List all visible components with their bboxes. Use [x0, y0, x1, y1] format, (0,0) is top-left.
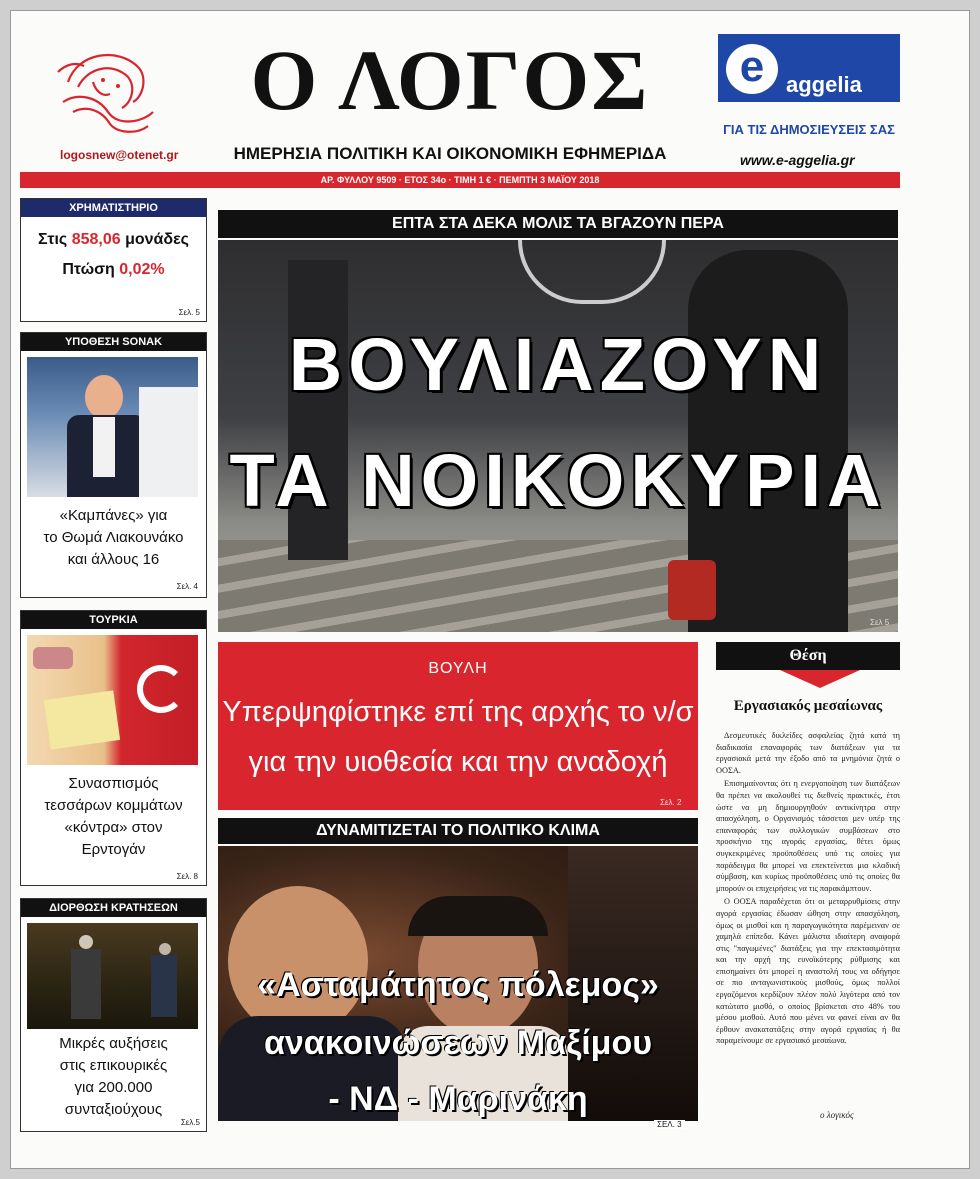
- pensions-caption-3: για 200.000: [74, 1079, 153, 1096]
- turkey-page-ref: Σελ. 8: [176, 872, 198, 881]
- eaggelia-e-icon: e: [726, 44, 778, 94]
- pensions-caption-1: Μικρές αυξήσεις: [59, 1035, 168, 1052]
- pensions-label: ΔΙΟΡΘΩΣΗ ΚΡΑΤΗΣΕΩΝ: [21, 899, 206, 917]
- email-link[interactable]: logosnew@otenet.gr: [60, 148, 179, 162]
- eaggelia-wordmark: aggelia: [786, 72, 862, 97]
- turkey-caption-3: «κόντρα» στον: [64, 819, 163, 836]
- editorial-signature: ο λογικός: [820, 1110, 854, 1120]
- stock-points-value: 858,06: [71, 231, 121, 248]
- pensions-caption-2: στις επικουρικές: [59, 1057, 168, 1074]
- sonak-photo: [27, 357, 198, 497]
- newspaper-title: Ο ΛΟΓΟΣ: [250, 32, 650, 128]
- turkey-photo: [27, 635, 198, 765]
- editorial-paragraph-1: Δεσμευτικές δικλείδες ασφαλείας ζητά κατά τη διαδικασία επαναφοράς των διατάξεων για τα εργασιακά μετά την έξοδο από τα μνημόνια ζητά ο ΟΟΣΑ.: [716, 731, 900, 775]
- stock-line-2-pre: Πτώση: [62, 261, 120, 278]
- pensions-page-ref: Σελ.5: [180, 1118, 200, 1127]
- stock-line-1-pre: Στις: [38, 231, 72, 248]
- stock-line-2: [21, 261, 206, 279]
- pensions-photo: [27, 923, 198, 1029]
- editorial-body: [716, 730, 900, 1049]
- issue-info-bar: ΑΡ. ΦΥΛΛΟΥ 9509 · ΕΤΟΣ 34ο · ΤΙΜΗ 1 € · ΠΕΜΠΤΗ 3 ΜΑΪΟΥ 2018: [20, 172, 900, 188]
- lead-headline-line-2: ΤΑ ΝΟΙΚΟΚΥΡΙΑ: [229, 439, 887, 522]
- ad-tagline: ΓΙΑ ΤΙΣ ΔΗΜΟΣΙΕΥΣΕΙΣ ΣΑΣ: [723, 122, 895, 137]
- politics-headline-1: «Ασταμάτητος πόλεμος»: [257, 966, 659, 1004]
- vouli-headline-1: Υπερψηφίστηκε επί της αρχής το ν/σ: [222, 696, 694, 728]
- ad-url-link[interactable]: www.e-aggelia.gr: [740, 152, 855, 168]
- politics-page-ref: ΣΕΛ. 3: [654, 1120, 685, 1129]
- vouli-label: ΒΟΥΛΗ: [428, 660, 488, 677]
- pensions-caption-4: συνταξιούχους: [64, 1101, 163, 1118]
- vouli-page-ref: Σελ. 2: [660, 798, 682, 807]
- lead-headline-line-1: ΒΟΥΛΙΑΖΟΥΝ: [288, 323, 828, 406]
- politics-strap: ΔΥΝΑΜΙΤΙΖΕΤΑΙ ΤΟ ΠΟΛΙΤΙΚΟ ΚΛΙΜΑ: [218, 818, 698, 844]
- vouli-headline-2: για την υιοθεσία και την αναδοχή: [248, 746, 668, 778]
- stock-market-box[interactable]: [20, 198, 207, 322]
- sonak-caption-3: και άλλους 16: [67, 551, 160, 568]
- editorial-paragraph-3: Ο ΟΟΣΑ παραδέχεται ότι οι μεταρρυθμίσεις στην αγορά εργασίας έδωσαν ώθηση στην απασχόληση, όμως οι μισθοί και η παραγωγικότητα παρέμειναν σε χαμηλά επίπεδα. Κάνει μάλιστα ιδιαίτερη αναφορά στις "παγωμένες" διατάξεις για την επεκτασιμότητα και την αρχή της ευνοϊκότερης ρύθμισης και επισημαίνει ότι μπορεί η αναστολή τους να οδήγησε σε πιο ανταγωνιστικούς μισθούς, όμως πολλοί εργαζόμενοι κερδίζουν πλέον πολύ λιγότερα από τον κατώτατο μισθό, ο οποίος βρίσκεται στο 48% του μέσου μισθού. Αυτό που μένει να φανεί είναι αν θα έρθουν ανακατατάξεις στην αγορά εργασίας ή θα παραμείνουμε σε εργασιακό μεσαίωνα.: [716, 897, 900, 1046]
- stock-line-1-post: μονάδες: [120, 231, 189, 248]
- editorial-paragraph-2: Επισημαίνοντας ότι η ενεργοποίηση των διατάξεων θα πρέπει να ακολουθεί τις διεθνείς πρακτικές, έτσι ώστε να μη δημιουργηθούν αντικίνητρα στην απασχόληση, ο Οργανισμός τάσσεται μεν υπέρ της επαναφοράς των συλλογικών συμβάσεων στο προσκήνιο της αγοράς εργασίας, θέτει όμως συγκεκριμένες προϋποθέσεις υπό τις οποίες για παράδειγμα θα μπορεί να επεκτείνεται μια κλαδική σύμβαση, και κυρίως προϋποθέσεις υπό τις οποίες θα μπορούν οι επιχειρήσεις να τις παρακάμπτουν.: [716, 779, 900, 893]
- sonak-caption-2: το Θωμά Λιακουνάκο: [43, 529, 184, 546]
- sonak-caption-1: «Καμπάνες» για: [59, 507, 168, 524]
- turkey-label: ΤΟΥΡΚΙΑ: [21, 611, 206, 629]
- stock-line-1: [21, 231, 206, 249]
- editorial-triangle-icon: [780, 670, 860, 688]
- pensions-box[interactable]: [20, 898, 207, 1132]
- stock-change-value: 0,02%: [119, 261, 165, 278]
- politics-headline-2: ανακοινώσεων Μαξίμου: [263, 1024, 653, 1062]
- stock-label: ΧΡΗΜΑΤΙΣΤΗΡΙΟ: [21, 199, 206, 217]
- logo-faces-icon: [48, 42, 168, 142]
- lead-photo[interactable]: [218, 240, 898, 632]
- stock-page-ref: Σελ. 5: [178, 308, 200, 317]
- lead-page-ref: Σελ 5: [870, 618, 890, 627]
- turkey-caption-1: Συνασπισμός: [68, 775, 159, 792]
- sonak-page-ref: Σελ. 4: [176, 582, 198, 591]
- lead-strap: ΕΠΤΑ ΣΤΑ ΔΕΚΑ ΜΟΛΙΣ ΤΑ ΒΓΑΖΟΥΝ ΠΕΡΑ: [218, 210, 898, 238]
- editorial-section-label: Θέση: [716, 642, 900, 670]
- sonak-label: ΥΠΟΘΕΣΗ SONAK: [21, 333, 206, 351]
- turkey-box[interactable]: [20, 610, 207, 886]
- politics-headline-3: - ΝΔ - Μαρινάκη: [328, 1080, 588, 1118]
- sonak-box[interactable]: [20, 332, 207, 598]
- newspaper-subtitle: ΗΜΕΡΗΣΙΑ ΠΟΛΙΤΙΚΗ ΚΑΙ ΟΙΚΟΝΟΜΙΚΗ ΕΦΗΜΕΡΙΔΑ: [233, 144, 667, 163]
- editorial-title[interactable]: Εργασιακός μεσαίωνας: [733, 698, 883, 714]
- turkey-caption-4: Ερντογάν: [81, 841, 146, 858]
- turkey-caption-2: τεσσάρων κομμάτων: [44, 797, 183, 814]
